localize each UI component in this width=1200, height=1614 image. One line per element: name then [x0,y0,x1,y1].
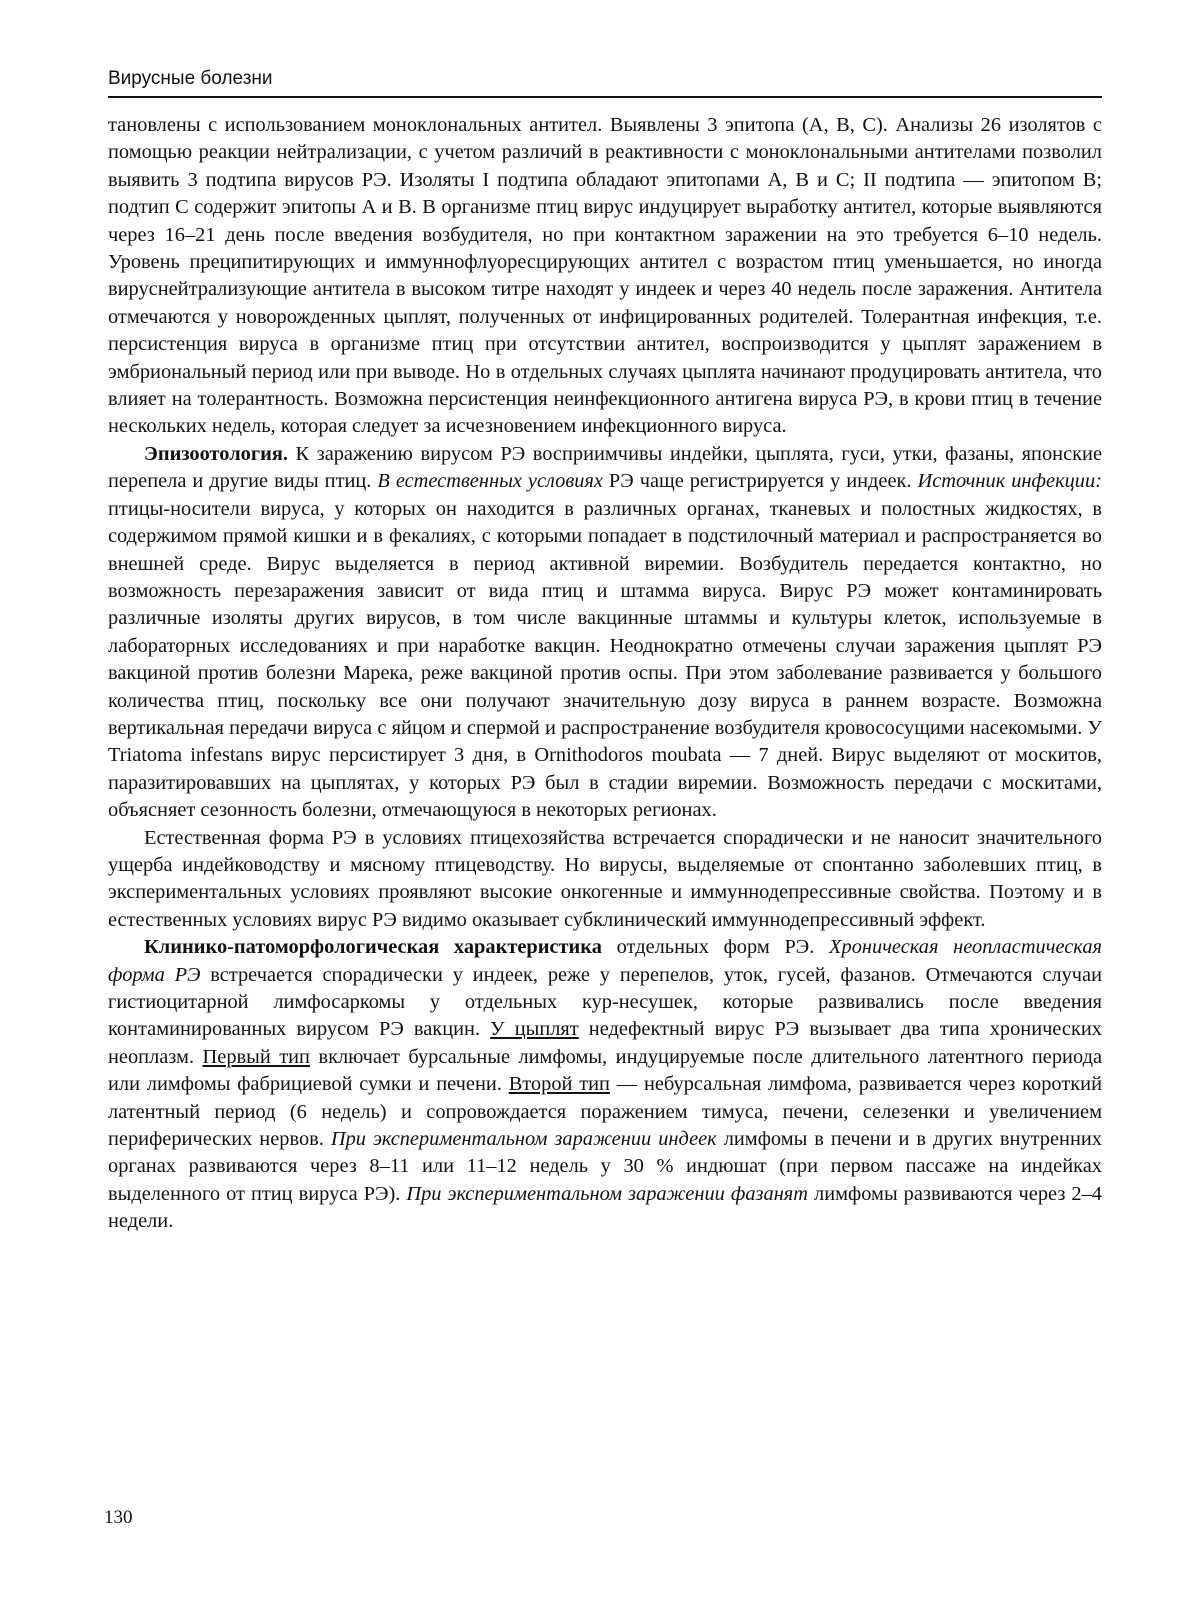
text-run: — небурсальная лимфома, развивается через короткий латентный период (6 недель) и сопровождается поражением тимуса, печени, селезенки и увеличением периферических нервов. [108,1073,1102,1151]
text-run: встречается спорадически у индеек, реже у перепелов, уток, гусей, фазанов. Отмечаются случаи гистиоцитарной лимфосаркомы у отдельных кур-несушек, которые развивались после введения контаминированных вирусом РЭ вакцин. [108,963,1102,1041]
text-run: При экспериментальном заражении индеек [330,1128,717,1151]
text-run: У цыплят [490,1018,579,1041]
text-run: Первый тип [202,1045,310,1068]
text-run: Эпизоотология. [144,442,288,465]
text-run: лимфомы в печени и в других внутренних органах развиваются через 8–11 или 11–12 недель у 30 % индюшат (при первом пассаже на индейках выделенного от птиц вируса РЭ). [108,1128,1102,1205]
text-run: Клинико-патоморфологическая характеристика [144,936,602,959]
text-run: РЭ чаще регистрируется у индеек. [602,470,918,493]
text-run: При экспериментальном заражении фазанят [406,1182,809,1205]
text-run: тановлены с использованием моноклональных антител. Выявлены 3 эпитопа (А, В, С). Анализы 26 изолятов с помощью реакции нейтрализации, с учетом различий в реактивности с моноклональными антителами позволил выявить 3 подтипа вирусов РЭ. Изоляты I подтипа обладают эпитопами А, В и С; II подтипа — эпитопом В; подтип С содержит эпитопы А и В. В организме птиц вирус индуцирует выработку антител, которые выявляются через 16–21 день после введения возбудителя, но при контактном заражении на это требуется 6–10 недель. Уровень преципитирующих и иммуннофлуоресцирующих антител с возрастом птиц уменьшается, но иногда вируснейтрализующие антитела в высоком титре находят у индеек и через 40 недель после заражения. Антитела отмечаются у новорожденных цыплят, полученных от инфицированных родителей. Толерантная инфекция, т.е. персистенция вируса в организме птиц при отсутствии антител, воспроизводится у цыплят заражением в эмбриональный период или при выводе. Но в отдельных случаях цыплята начинают продуцировать антитела, что влияет на толерантность. Возможна персистенция неинфекционного антигена вируса РЭ, в крови птиц в течение нескольких недель, которая следует за исчезновением инфекционного вируса. [108,114,1102,438]
body-text [108,112,1102,1236]
page-number: 130 [104,1507,133,1528]
text-run: недефектный вирус РЭ вызывает два типа хронических неоплазм. [108,1018,1102,1068]
paragraph [108,934,1102,1235]
text-run: Источник инфекции: [917,470,1102,493]
text-run: В естественных условиях [377,470,603,493]
paragraph [108,441,1102,825]
text-run: птицы-носители вируса, у которых он находится в различных органах, тканевых и полостных жидкостях, в содержимом прямой кишки и в фекалиях, с которыми попадает в подстилочный материал и распространяется во внешней среде. Вирус выделяется в период активной виремии. Возбудитель передается контактно, но возможность перезаражения зависит от вида птиц и штамма вируса. Вирус РЭ может контаминировать различные изоляты других вирусов, в том числе вакцинные штаммы и культуры клеток, используемые в лабораторных исследованиях и при наработке вакцин. Неоднократно отмечены случаи заражения цыплят РЭ вакциной против болезни Марека, реже вакциной против оспы. При этом заболевание развивается у большого количества птиц, поскольку все они получают значительную дозу вируса в раннем возрасте. Возможна вертикальная передачи вируса с яйцом и спермой и распространение возбудителя кровососущими насекомыми. У Triatoma infestans вирус персистирует 3 дня, в Ornithodoros moubata — 7 дней. Вирус выделяют от москитов, паразитировавших на цыплятах, у которых РЭ был в стадии виремии. Возможность передачи с москитами, объясняет сезонность болезни, отмечающуюся в некоторых регионах. [108,497,1102,822]
paragraph [108,825,1102,935]
text-run: лимфомы развиваются через 2–4 недели. [108,1182,1102,1233]
running-title: Вирусные болезни [108,68,1102,98]
text-run: Второй тип [508,1073,610,1096]
text-run: Хроническая неопластическая форма РЭ [108,936,1103,986]
text-run: включает бурсальные лимфомы, индуцируемые после длительного латентного периода или лимфомы фабрициевой сумки и печени. [108,1045,1103,1096]
text-run: отдельных форм РЭ. [601,936,830,959]
paragraph [108,112,1102,441]
text-run: К заражению вирусом РЭ восприимчивы индейки, цыплята, гуси, утки, фазаны, японские перепела и другие виды птиц. [108,442,1102,493]
page-content [108,68,1102,1236]
text-run: Естественная форма РЭ в условиях птицехозяйства встречается спорадически и не наносит значительного ущерба индейководству и мясному птицеводству. Но вирусы, выделяемые от спонтанно заболевших птиц, в экспериментальных условиях проявляют высокие онкогенные и иммуннодепрессивные свойства. Поэтому и в естественных условиях вирус РЭ видимо оказывает субклинический иммуннодепрессивный эффект. [108,826,1102,931]
